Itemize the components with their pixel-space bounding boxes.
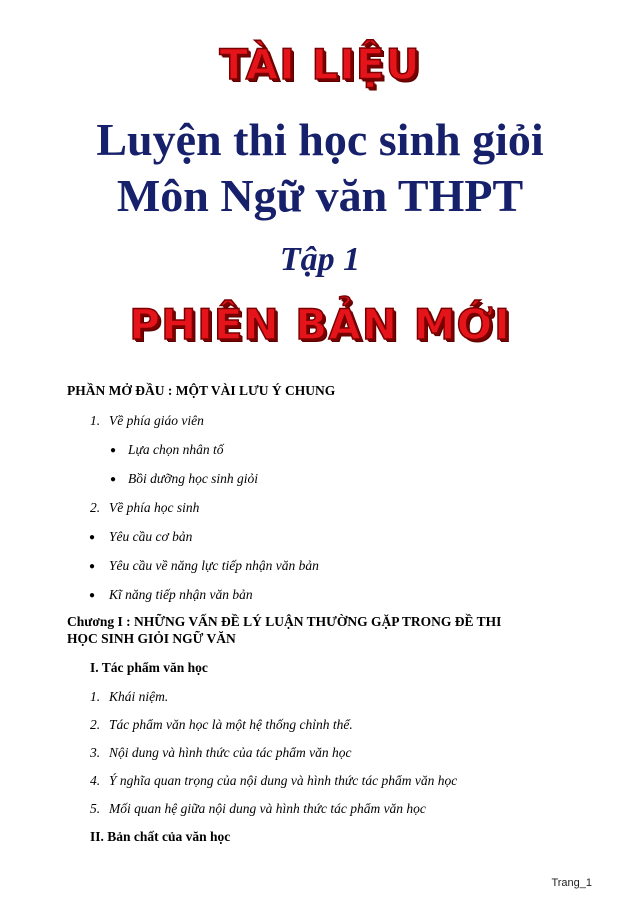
bullet-text: Bồi dưỡng học sinh giỏi: [128, 471, 259, 486]
bullet-text: Lựa chọn nhân tố: [128, 442, 224, 457]
item-number: 1.: [90, 689, 101, 704]
page-number: Trang_1: [551, 877, 592, 889]
item-number: 3.: [90, 745, 101, 760]
chapter-heading-cont: HỌC SINH GIỎI NGỮ VĂN: [67, 631, 236, 646]
subtitle-line-2: Môn Ngữ văn THPT: [116, 170, 524, 221]
item-number: 4.: [90, 773, 101, 788]
item-number: 2.: [90, 500, 101, 515]
intro-heading: PHẦN MỞ ĐẦU : MỘT VÀI LƯU Ý CHUNG: [67, 383, 336, 398]
item-number: 2.: [90, 717, 101, 732]
subtitle-line-1: Luyện thi học sinh giỏi: [96, 114, 544, 165]
bullet-text: Yêu cầu về năng lực tiếp nhận văn bản: [109, 558, 319, 573]
volume-label: Tập 1: [279, 241, 361, 278]
item-text: Về phía giáo viên: [109, 413, 204, 428]
item-text: Nội dung và hình thức của tác phẩm văn học: [109, 745, 352, 760]
section-heading: II. Bản chất của văn học: [90, 829, 231, 844]
item-text: Khái niệm.: [109, 689, 169, 704]
bullet-text: Kĩ năng tiếp nhận văn bản: [109, 587, 253, 602]
item-number: 1.: [90, 413, 101, 428]
bullet-icon: ●: [110, 474, 117, 485]
bullet-icon: ●: [110, 445, 117, 456]
bullet-text: Yêu cầu cơ bản: [109, 529, 193, 544]
section-heading: I. Tác phẩm văn học: [90, 660, 208, 675]
item-number: 5.: [90, 801, 101, 816]
item-text: Về phía học sinh: [109, 500, 200, 515]
item-text: Mối quan hệ giữa nội dung và hình thức tác phẩm văn học: [109, 801, 426, 816]
document-title: TÀI LIỆU: [219, 40, 421, 89]
bullet-icon: ●: [89, 532, 96, 543]
bullet-icon: ●: [89, 561, 96, 572]
chapter-heading: Chương I : NHỮNG VẤN ĐỀ LÝ LUẬN THƯỜNG GẶP TRONG ĐỀ THI: [67, 614, 502, 629]
item-text: Ý nghĩa quan trọng của nội dung và hình thức tác phẩm văn học: [109, 773, 458, 788]
bullet-icon: ●: [89, 590, 96, 601]
item-text: Tác phẩm văn học là một hệ thống chỉnh thể.: [109, 717, 353, 732]
edition-label: PHIÊN BẢN MỚI: [129, 300, 511, 349]
